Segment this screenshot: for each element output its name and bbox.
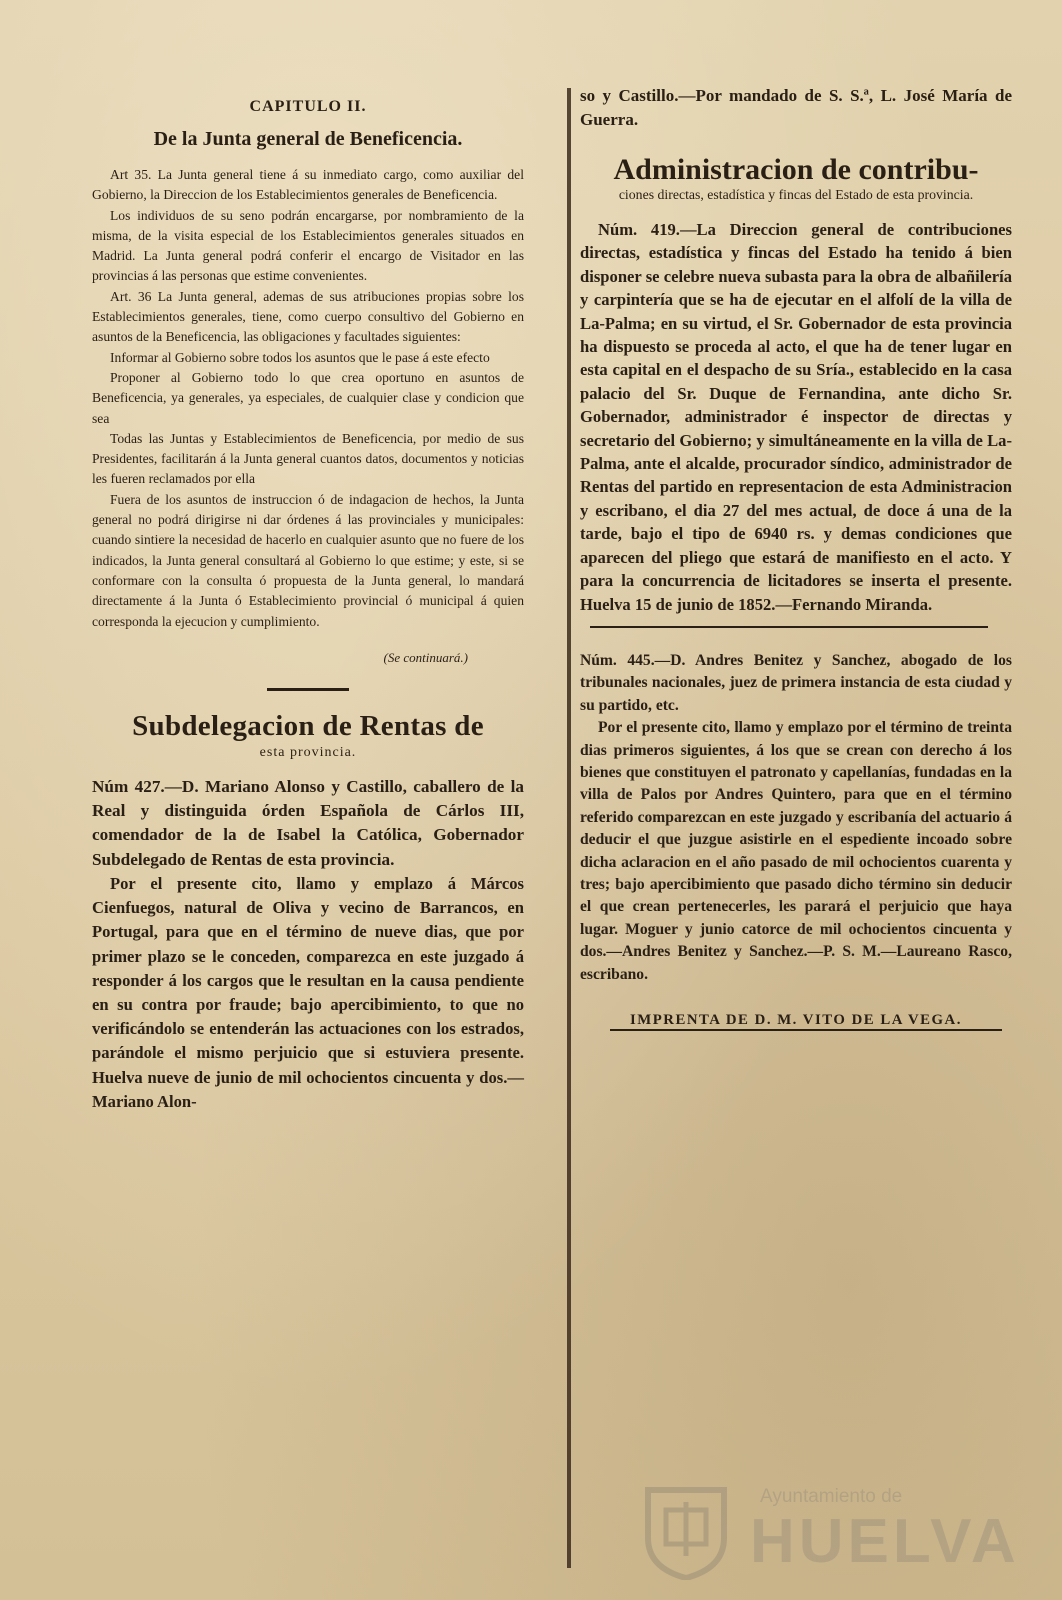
article-36: Art. 36 La Junta general, ademas de sus atribuciones propias sobre los Establecimientos generales, tiene, como cuerpo consultivo del Gobierno en asuntos de la Beneficencia, las obligaciones y facultades siguientes: xyxy=(92,288,524,345)
watermark-big-text: HUELVA xyxy=(750,1507,1020,1576)
article-36-item-1: Informar al Gobierno sobre todos los asuntos que le pase á este efecto xyxy=(110,349,490,365)
notice-427-head: Núm 427.—D. Mariano Alonso y Castillo, caballero de la Real y distinguida órden Española de Cárlos III, comendador de la de Isabel la Católica, Gobernador Subdelegado de Rentas de esta provincia. xyxy=(92,776,524,869)
imprint-line: IMPRENTA DE D. M. VITO DE LA VEGA. xyxy=(630,1012,962,1028)
rentas-section-subtitle: esta provincia. xyxy=(259,744,357,760)
watermark xyxy=(640,1480,1020,1590)
article-36-item-3: Todas las Juntas y Establecimientos de Beneficencia, por medio de sus Presidentes, facilitarán á la Junta general cuantos datos, documentos y noticias les fueren reclamados por ella xyxy=(92,430,524,487)
notice-445-head: Núm. 445.—D. Andres Benitez y Sanchez, abogado de los tribunales nacionales, juez de primera instancia de esta ciudad y su partido, etc. xyxy=(580,651,1012,714)
article-35: Art 35. La Junta general tiene á su inmediato cargo, como auxiliar del Gobierno, la Direccion de los Establecimientos generales de Beneficencia. xyxy=(92,167,524,203)
watermark-small-text: Ayuntamiento de xyxy=(760,1486,903,1507)
administracion-section-title: Administracion de contribu- xyxy=(613,153,979,186)
notice-separator xyxy=(590,626,988,628)
chapter-title: CAPITULO II. xyxy=(249,98,367,115)
city-seal-icon xyxy=(640,1480,732,1580)
notice-419: Núm. 419.—La Direccion general de contribuciones directas, estadística y fincas del Estado ha tenido á bien disponer se celebre nueva subasta para la obra de albañilería y carpintería que se ha de ejecutar en el alfolí de la villa de La-Palma; en su virtud, el Sr. Gobernador de esta provincia ha dispuesto se proceda al acto, el que ha de tener lugar en esta capital en el despacho de su Sría., establecido en la casa palacio del Sr. Duque de Fernandina, ante dicho Sr. Gobernador, administrador é inspector de directas y secretario del Gobierno; y simultáneamente en la villa de La-Palma, ante el alcalde, procurador síndico, administrador de Rentas del partido en representacion de esta Administracion y escribano, el dia 27 del mes actual, de doce á una de la tarde, bajo el tipo de 6940 rs. y demas condiciones que aparecen del pliego que estará de manifiesto en el acto. Y para la concurrencia de licitadores se inserta el presente. Huelva 15 de junio de 1852.—Fernando Miranda. xyxy=(580,220,1012,614)
article-35-paragraph-2: Los individuos de su seno podrán encargarse, por nombramiento de la misma, de la visita especial de los Establecimientos generales situados en Madrid. La Junta general podrá conferir el encargo de Visitador en las provincias á las personas que estime convenientes. xyxy=(92,207,524,284)
right-column xyxy=(580,0,1012,1031)
notice-427-body: Por el presente cito, llamo y emplazo á Márcos Cienfuegos, natural de Oliva y vecino de Barrancos, en Portugal, para que en el término de nueve dias, que por primer plazo se le conceden, comparezca en este juzgado á responder á los cargos que le resultan en la causa pendiente en su contra por fraude; bajo apercibimiento, to que no verificándolo se entenderán las actuaciones con los estrados, parándole el mismo perjuicio que si estuviera presente. Huelva nueve de junio de mil ochocientos cincuenta y dos.—Mariano Alon- xyxy=(92,874,524,1111)
notice-445-body: Por el presente cito, llamo y emplazo por el término de treinta dias primeros siguientes, á los que se crean con derecho á los bienes que constituyen el patronato y capellanías, fundadas en la villa de Palos por Andres Quintero, para que en el término referido comparezcan en este juzgado y escribanía del actuario á deducir el que juzgue asistirle en el espediente incoado sobre dicha aclaracion en el año pasado de mil ochocientos cuarenta y tres; bajo apercibimiento que pasado dicho término sin deducir el que crean pertenecerles, les parará el perjuicio que haya lugar. Moguer y junio catorce de mil ochocientos cincuenta y dos.—Andres Benitez y Sanchez.—P. S. M.—Laureano Rasco, escribano. xyxy=(580,719,1012,983)
column-divider xyxy=(567,88,571,1568)
continues-note: (Se continuará.) xyxy=(383,649,468,665)
notice-427-signoff: so y Castillo.—Por mandado de S. S.ª, L. José María de Guerra. xyxy=(580,86,1012,129)
rentas-section-title: Subdelegacion de Rentas de xyxy=(132,709,484,742)
administracion-section-subtitle: ciones directas, estadística y fincas del Estado de esta provincia. xyxy=(618,187,974,202)
article-36-item-2: Proponer al Gobierno todo lo que crea oportuno en asuntos de Beneficencia, ya generales, ya especiales, de cualquier clase y condicion que sea xyxy=(92,369,524,426)
imprint-rule xyxy=(610,1029,1002,1031)
chapter-subtitle: De la Junta general de Beneficencia. xyxy=(153,128,463,150)
section-rule xyxy=(267,688,349,691)
article-36-item-4: Fuera de los asuntos de instruccion ó de indagacion de hechos, la Junta general no podrá dirigirse ni dar órdenes á las provinciales y municipales: cuando sintiere la necesidad de hacerlo en cualquier asunto que no fuere de los indicados, la Junta general consultará al Gobierno lo que estime; y este, si se conformare con la consulta ó propuesta de la Junta general, lo mandará directamente á la Junta ó Establecimiento provincial ó municipal á quien corresponda la ejecucion y cumplimiento. xyxy=(92,491,524,629)
left-column xyxy=(92,0,524,1114)
